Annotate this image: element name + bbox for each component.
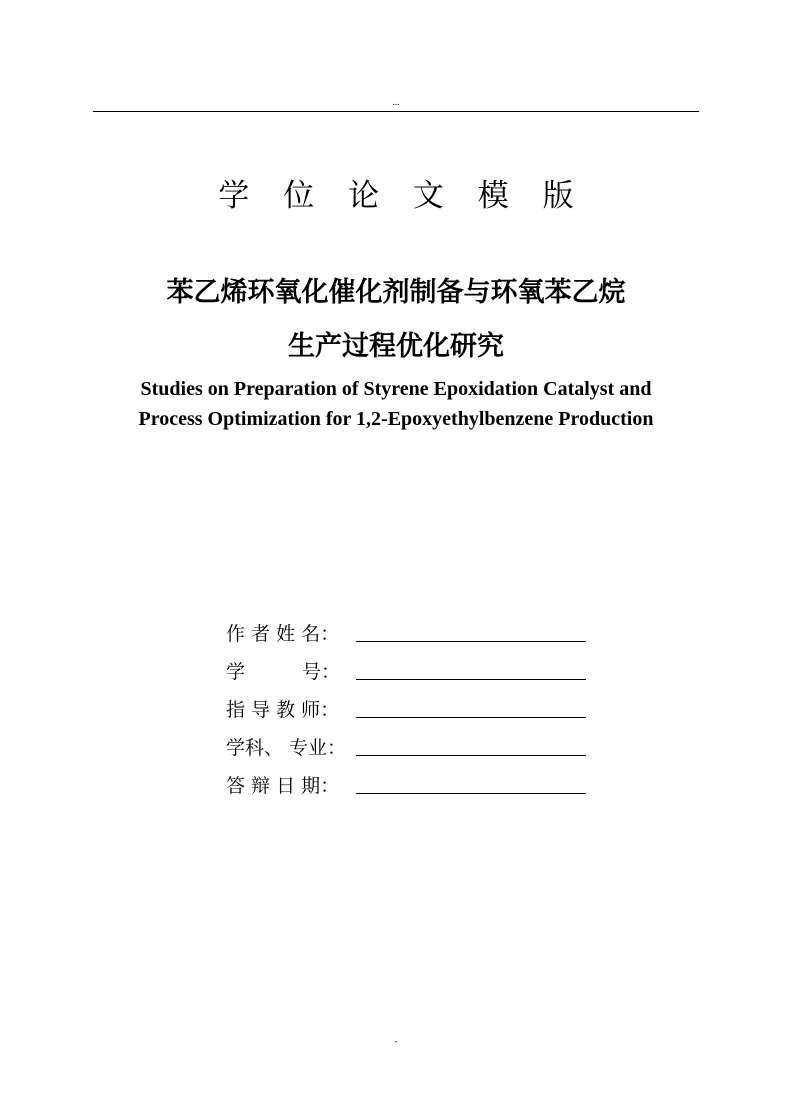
major-label: 学科、 专业： bbox=[226, 737, 347, 759]
major-field[interactable] bbox=[356, 755, 586, 756]
document-type-title: 学 位 论 文 模 版 bbox=[218, 178, 586, 214]
student-id-label: 学 号： bbox=[226, 661, 341, 683]
advisor-label: 指 导 教 师： bbox=[226, 699, 340, 721]
chinese-title-line-2: 生产过程优化研究 bbox=[288, 331, 504, 362]
english-title-line-2: Process Optimization for 1,2-Epoxyethylbenzene Production bbox=[138, 408, 654, 430]
english-title-line-1: Studies on Preparation of Styrene Epoxidation Catalyst and bbox=[140, 378, 652, 400]
student-id-row bbox=[226, 656, 586, 694]
author-name-field[interactable] bbox=[356, 641, 586, 642]
student-id-field[interactable] bbox=[356, 679, 586, 680]
footer-mark: - bbox=[394, 1036, 398, 1046]
defense-date-label: 答 辩 日 期： bbox=[226, 775, 340, 797]
author-info-block bbox=[226, 618, 586, 808]
advisor-row bbox=[226, 694, 586, 732]
advisor-field[interactable] bbox=[356, 717, 586, 718]
major-row bbox=[226, 732, 586, 770]
chinese-title-line-1: 苯乙烯环氧化催化剂制备与环氧苯乙烷 bbox=[166, 277, 626, 308]
header-rule bbox=[93, 111, 699, 112]
header-mark: ... bbox=[392, 97, 400, 107]
author-name-label: 作 者 姓 名： bbox=[226, 623, 340, 645]
author-name-row bbox=[226, 618, 586, 656]
defense-date-field[interactable] bbox=[356, 793, 586, 794]
defense-date-row bbox=[226, 770, 586, 808]
